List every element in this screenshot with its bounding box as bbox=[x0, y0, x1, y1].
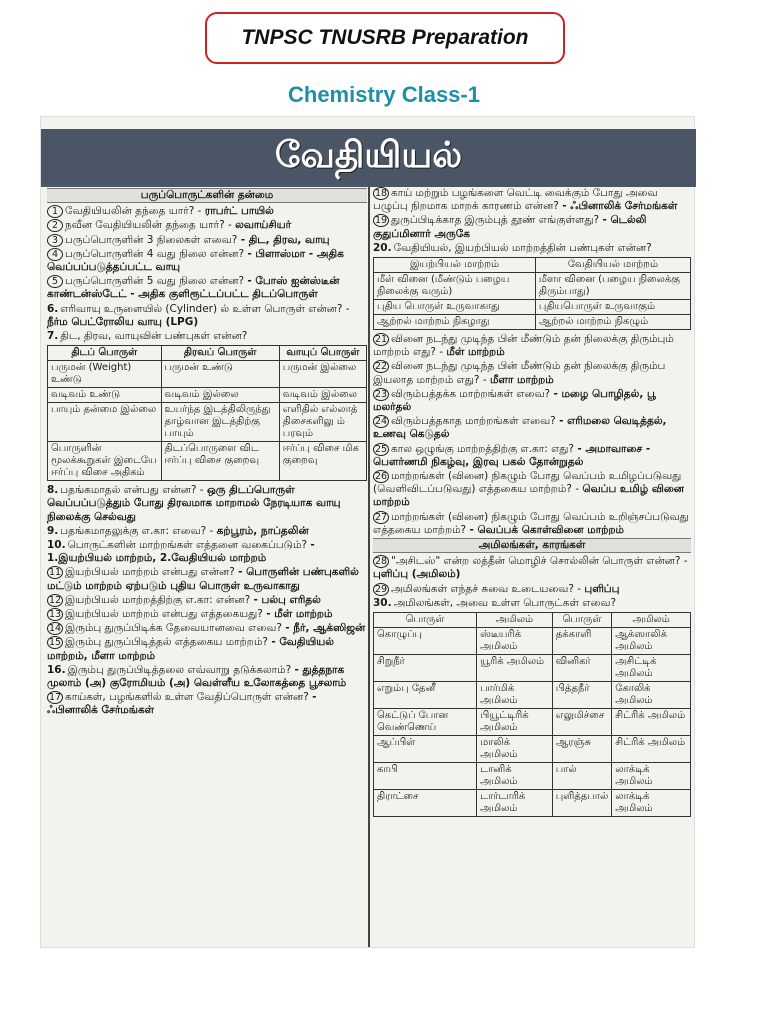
table-cell: பார்மிக் அமிலம் bbox=[477, 682, 553, 709]
question-text: பருப்பொருளின் 3 நிலைகள் எவை? bbox=[65, 233, 238, 246]
table-cell: பியூட்டிரிக் அமிலம் bbox=[477, 709, 553, 736]
question-text: பதங்கமாதல் என்பது என்ன? - bbox=[60, 484, 204, 497]
question-text: "அசிடஸ்" என்ற லத்தீன் மொழிச் சொல்லின் பொருள் என்ன? - bbox=[391, 555, 688, 568]
question-number: 26 bbox=[374, 471, 388, 483]
table-cell: யூரிக் அமிலம் bbox=[477, 655, 553, 682]
answer-text: - நீர், ஆக்ஸிஜன் bbox=[285, 622, 366, 635]
question-item bbox=[47, 664, 367, 690]
question-item bbox=[373, 388, 691, 414]
question-number: 10. bbox=[47, 539, 66, 552]
question-text: வேதியியல், இயற்பியல் மாற்றத்தின் பண்புகள் என்ன? bbox=[393, 241, 652, 254]
answer-text: - பிளாஸ்மா - அதிக வெப்பப்படுத்தப்பட்ட வாயு bbox=[47, 247, 344, 274]
answer-text: மீள் மாற்றம் bbox=[446, 346, 505, 359]
table-cell: புளித்தபால் bbox=[552, 790, 612, 817]
question-text: நவீன வேதியியலின் தந்தை யார்? - bbox=[65, 219, 232, 232]
question-item bbox=[47, 566, 367, 592]
question-text: வேதியியலின் தந்தை யார்? - bbox=[65, 205, 202, 218]
table-cell: பொருளின் மூலக்கூறுகள் இடையே ஈர்ப்பு விசை அதிகம் bbox=[48, 442, 162, 481]
question-number: 16. bbox=[47, 663, 66, 676]
question-number: 14 bbox=[48, 623, 62, 635]
answer-text: - திட, திரவ, வாயு bbox=[240, 233, 330, 246]
table-cell: ஆற்றல் மாற்றம் நிகழும் bbox=[535, 315, 690, 330]
answer-text: - வேதியியல் மாற்றம், மீளா மாற்றம் bbox=[47, 636, 334, 662]
acid-table bbox=[373, 612, 691, 817]
question-number: 5 bbox=[47, 275, 63, 288]
question-item bbox=[373, 470, 691, 510]
answer-text: - மீள் மாற்றம் bbox=[266, 608, 333, 621]
question-text: வினை நடந்து முடிந்த பின் மீண்டும் தன் நிலைக்கு திரும்பும் மாற்றம் எது? - bbox=[373, 333, 674, 359]
answer-text: புளிப்பு bbox=[584, 582, 620, 595]
question-text: பொருட்களின் மாற்றங்கள் எத்தனை வகைப்படும்? bbox=[67, 539, 308, 552]
question-item bbox=[47, 330, 367, 343]
question-item bbox=[47, 205, 367, 218]
question-text: திட, திரவ, வாயுவின் பண்புகள் என்ன? bbox=[60, 330, 248, 343]
question-item bbox=[373, 597, 691, 610]
states-table bbox=[47, 345, 367, 481]
answer-text: ராபர்ட் பாயில் bbox=[204, 205, 274, 218]
course-banner: TNPSC TNUSRB Preparation bbox=[205, 12, 565, 64]
answer-text: நீர்ம பெட்ரோலிய வாயு (LPG) bbox=[47, 315, 199, 328]
answer-text: - அமாவாசை - பௌர்ணமி நிகழ்வு, இரவு பகல் தோன்றுதல் bbox=[373, 442, 651, 468]
answer-text: - ஃபினாலிக் சேர்மங்கள் bbox=[562, 200, 678, 213]
question-text: வினை நடந்து முடிந்த பின் மீண்டும் தன் நிலைக்கு திரும்ப இயலாத மாற்றம் எது? - bbox=[373, 360, 666, 386]
question-number: 30. bbox=[373, 596, 392, 609]
answer-text: வெப்ப உமிழ் வினை மாற்றம் bbox=[373, 483, 684, 509]
question-number: 17 bbox=[48, 692, 62, 704]
table-header-cell: வாயுப் பொருள் bbox=[279, 346, 366, 361]
section-title: அமிலங்கள், காரங்கள் bbox=[373, 538, 691, 553]
table-cell: ஆப்பிள் bbox=[374, 736, 477, 763]
table-cell: அசிட்டிக் அமிலம் bbox=[612, 655, 691, 682]
question-item bbox=[373, 583, 691, 596]
right-column bbox=[373, 187, 691, 820]
table-row bbox=[374, 315, 691, 330]
question-text: மாற்றங்கள் (வினை) நிகழும் போது வெப்பம் உமிழப்படுவது (வெளிவிடப்படுவது) எத்தகைய மாற்றம்? - bbox=[373, 470, 682, 496]
table-cell: எறும்பு தேனீ bbox=[374, 682, 477, 709]
question-number: 22 bbox=[374, 361, 388, 373]
table-cell: சிட்ரிக் அமிலம் bbox=[612, 709, 691, 736]
table-cell: கெட்டுப் போன வெண்ணெய் bbox=[374, 709, 477, 736]
question-item bbox=[47, 691, 367, 717]
table-cell: தக்காளி bbox=[552, 628, 612, 655]
question-number: 27 bbox=[374, 511, 388, 523]
left-column bbox=[47, 187, 367, 719]
table-row bbox=[48, 361, 367, 388]
table-row bbox=[48, 442, 367, 481]
table-cell: எலுமிச்சை bbox=[552, 709, 612, 736]
table-cell: பாயும் தன்மை இல்லை bbox=[48, 403, 162, 442]
answer-text: கற்பூரம், நாப்தலின் bbox=[216, 524, 309, 537]
answer-text: - டெல்லி குதுப்மினார் அருகே bbox=[373, 214, 647, 240]
question-item bbox=[47, 234, 367, 247]
table-cell: சிட்ரிக் அமிலம் bbox=[612, 736, 691, 763]
table-header-cell: இயற்பியல் மாற்றம் bbox=[374, 258, 536, 273]
question-text: அமிலங்கள் எந்தச் சுவை உடையவை? - bbox=[391, 582, 582, 595]
table-cell: சிறுநீர் bbox=[374, 655, 477, 682]
table-row bbox=[374, 300, 691, 315]
column-divider bbox=[368, 187, 370, 947]
table-cell: பருமன் உண்டு bbox=[161, 361, 279, 388]
question-item bbox=[373, 214, 691, 240]
table-header-cell: வேதியியல் மாற்றம் bbox=[535, 258, 690, 273]
question-text: பதங்கமாதலுக்கு எ.கா: எவை? - bbox=[60, 524, 214, 537]
answer-text: - ஃபினாலிக் சேர்மங்கள் bbox=[47, 691, 317, 717]
question-item bbox=[373, 415, 691, 441]
question-list bbox=[47, 484, 367, 717]
answer-text: - மழை பொழிதல், பூ மலர்தல் bbox=[373, 387, 656, 414]
table-cell: பித்தநீர் bbox=[552, 682, 612, 709]
answer-text: மீளா மாற்றம் bbox=[489, 373, 554, 386]
answer-text: ஒரு திடப்பொருள் வெப்பப்படுத்தும் போது திரவமாக மாறாமல் நேரடியாக வாயு நிலைக்கு செல்வது bbox=[47, 484, 341, 523]
question-item bbox=[47, 608, 367, 621]
question-number: 2 bbox=[47, 219, 63, 232]
question-number: 18 bbox=[374, 188, 388, 199]
answer-text: - வெப்பக் கொள்வினை மாற்றம் bbox=[469, 523, 624, 536]
table-cell: மீளா வினை (பழைய நிலைக்கு திரும்பாது) bbox=[535, 273, 690, 300]
question-text: இயற்பியல் மாற்றத்திற்கு எ.கா: என்ன? bbox=[65, 593, 251, 606]
table-header-cell: அமிலம் bbox=[477, 613, 553, 628]
table-cell: டார்டாரிக் அமிலம் bbox=[477, 790, 553, 817]
table-cell: பால் bbox=[552, 763, 612, 790]
question-text: பருப்பொருளின் 5 வது நிலை என்ன? bbox=[65, 275, 245, 288]
table-row bbox=[374, 682, 691, 709]
chapter-title: வேதியியல் bbox=[274, 135, 463, 176]
answer-text: புளிப்பு (அமிலம்) bbox=[373, 568, 461, 581]
question-number: 7. bbox=[47, 330, 59, 343]
question-number: 3 bbox=[47, 234, 63, 247]
question-number: 23 bbox=[374, 388, 388, 400]
question-number: 25 bbox=[374, 443, 388, 455]
table-cell: ஸ்டீயரிக் அமிலம் bbox=[477, 628, 553, 655]
question-text: இரும்பு துருப்பிடித்தலை எவ்வாறு தடுக்கலாம்? bbox=[67, 663, 292, 676]
question-item bbox=[373, 333, 691, 359]
question-list bbox=[47, 205, 367, 343]
table-cell: ஆக்ஸாலிக் அமிலம் bbox=[612, 628, 691, 655]
table-header-cell: திரவப் பொருள் bbox=[161, 346, 279, 361]
question-text: இரும்பு துருப்பிடித்தல் எத்தகைய மாற்றம்? bbox=[65, 636, 268, 649]
question-text: எரிவாயு உருளையில் (Cylinder) ல் உள்ள பொருள் என்ன? - bbox=[60, 302, 350, 315]
question-number: 21 bbox=[374, 334, 388, 346]
answer-text: லவாய்சியர் bbox=[235, 219, 292, 232]
table-row bbox=[374, 763, 691, 790]
table-cell: ஆற்றல் மாற்றம் நிகழாது bbox=[374, 315, 536, 330]
question-list bbox=[373, 187, 691, 255]
question-text: மாற்றங்கள் (வினை) நிகழும் போது வெப்பம் உறிஞ்சப்படுவது எத்தகைய மாற்றம்? bbox=[373, 510, 689, 536]
question-text: இயற்பியல் மாற்றம் என்பது எத்தகையது? bbox=[65, 608, 263, 621]
question-text: பருப்பொருளின் 4 வது நிலை என்ன? bbox=[65, 247, 245, 260]
table-cell: மாலிக் அமிலம் bbox=[477, 736, 553, 763]
table-cell: கோலிக் அமிலம் bbox=[612, 682, 691, 709]
scanned-page bbox=[40, 116, 695, 948]
question-item bbox=[47, 525, 367, 538]
table-cell: லாக்டிக் அமிலம் bbox=[612, 763, 691, 790]
table-row bbox=[48, 388, 367, 403]
question-item bbox=[373, 242, 691, 255]
answer-text: - எரிமலை வெடித்தல், உணவு கெடுதல் bbox=[373, 415, 667, 441]
question-item bbox=[47, 539, 367, 565]
question-list bbox=[373, 555, 691, 610]
table-cell: உயர்ந்த இடத்திலிருந்து தாழ்வான இடத்திற்கு பாயும் bbox=[161, 403, 279, 442]
question-number: 9. bbox=[47, 524, 59, 537]
table-row bbox=[374, 790, 691, 817]
table-header-cell: பொருள் bbox=[374, 613, 477, 628]
question-item bbox=[47, 219, 367, 232]
table-cell: திராட்சை bbox=[374, 790, 477, 817]
change-table bbox=[373, 257, 691, 330]
question-number: 20. bbox=[373, 241, 392, 254]
question-number: 1 bbox=[47, 205, 63, 218]
question-number: 28 bbox=[374, 556, 388, 568]
question-text: விரும்பத்தகாத மாற்றங்கள் எவை? bbox=[391, 415, 556, 428]
question-number: 24 bbox=[374, 416, 388, 428]
table-header-cell: அமிலம் bbox=[612, 613, 691, 628]
question-item bbox=[373, 511, 691, 537]
question-item bbox=[373, 360, 691, 386]
question-number: 12 bbox=[48, 594, 62, 606]
question-number: 4 bbox=[47, 248, 63, 261]
table-row bbox=[374, 273, 691, 300]
question-item bbox=[47, 275, 367, 301]
table-cell: கொழுப்பு bbox=[374, 628, 477, 655]
question-text: கால ஒழுங்கு மாற்றத்திற்கு எ.கா: எது? bbox=[391, 442, 574, 455]
table-cell: டானிக் அமிலம் bbox=[477, 763, 553, 790]
question-number: 8. bbox=[47, 484, 59, 497]
table-cell: ஆரஞ்சு bbox=[552, 736, 612, 763]
question-item bbox=[47, 303, 367, 329]
question-text: காய் மற்றும் பழங்களை வெட்டி வைக்கும் போது அவை பழுப்பு நிறமாக மாறக் காரணம் என்ன? bbox=[373, 187, 658, 213]
question-item bbox=[373, 443, 691, 469]
table-row bbox=[374, 709, 691, 736]
question-number: 13 bbox=[48, 609, 62, 621]
page-subtitle: Chemistry Class-1 bbox=[288, 82, 480, 107]
table-cell: வடிவம் இல்லை bbox=[279, 388, 366, 403]
question-item bbox=[47, 484, 367, 524]
table-header-cell: திடப் பொருள் bbox=[48, 346, 162, 361]
answer-text: - துத்தநாக முலாம் (அ) குரோமியம் (அ) வெள்ளீய உலோகத்தை பூசலாம் bbox=[47, 663, 347, 690]
table-cell: மீள் வினை (மீண்டும் பழைய நிலைக்கு வரும்) bbox=[374, 273, 536, 300]
question-item bbox=[47, 622, 367, 635]
question-number: 29 bbox=[374, 583, 388, 595]
question-item bbox=[47, 248, 367, 274]
question-number: 11 bbox=[48, 567, 62, 579]
question-item bbox=[47, 594, 367, 607]
table-cell: எளிதில் எல்லாத் திசைகளிலு ம் பரவும் bbox=[279, 403, 366, 442]
table-cell: ஈர்ப்பு விசை மிக குறைவு bbox=[279, 442, 366, 481]
question-number: 6. bbox=[47, 302, 59, 315]
question-number: 19 bbox=[374, 215, 388, 227]
question-text: துருப்பிடிக்காத இரும்புத் தூண் எங்குள்ளது? bbox=[391, 214, 600, 227]
table-cell: பருமன் இல்லை bbox=[279, 361, 366, 388]
table-header-cell: பொருள் bbox=[552, 613, 612, 628]
question-text: விரும்பத்தக்க மாற்றங்கள் எவை? bbox=[391, 387, 551, 400]
question-text: இயற்பியல் மாற்றம் என்பது என்ன? bbox=[65, 566, 235, 579]
question-text: அமிலங்கள், அவை உள்ள பொருட்கள் எவை? bbox=[393, 596, 617, 609]
table-cell: வினிகர் bbox=[552, 655, 612, 682]
table-row bbox=[374, 655, 691, 682]
chapter-header bbox=[41, 129, 696, 187]
question-item bbox=[373, 187, 691, 213]
table-cell: பருமன் (Weight) உண்டு bbox=[48, 361, 162, 388]
answer-text: - பல்பு எரிதல் bbox=[253, 593, 321, 606]
question-text: இரும்பு துருப்பிடிக்க தேவையானவை எவை? bbox=[65, 622, 282, 635]
answer-text: - போஸ் ஐன்ஸ்டீன் காண்டன்ஸ்டேட் - அதிக குளிரூட்டப்பட்ட திடப்பொருள் bbox=[47, 275, 340, 301]
question-list bbox=[373, 333, 691, 537]
table-cell: புதியபொருள் உருவாகும் bbox=[535, 300, 690, 315]
table-row bbox=[48, 403, 367, 442]
table-cell: புதிய பொருள் உருவாகாது bbox=[374, 300, 536, 315]
question-item bbox=[373, 555, 691, 581]
table-row bbox=[374, 736, 691, 763]
question-item bbox=[47, 636, 367, 662]
section-title: பருப்பொருட்களின் தன்மை bbox=[47, 188, 367, 203]
table-cell: காபி bbox=[374, 763, 477, 790]
table-row bbox=[374, 628, 691, 655]
table-cell: லாக்டிக் அமிலம் bbox=[612, 790, 691, 817]
question-text: காய்கள், பழங்களில் உள்ள வேதிப்பொருள் என்ன? bbox=[65, 691, 309, 704]
question-number: 15 bbox=[48, 637, 62, 649]
table-cell: வடிவம் இல்லை bbox=[161, 388, 279, 403]
table-cell: திடப்பொருளை விட ஈர்ப்பு விசை குறைவு bbox=[161, 442, 279, 481]
answer-text: - 1.இயற்பியல் மாற்றம், 2.வேதியியல் மாற்றம் bbox=[47, 539, 315, 565]
answer-text: - பொருளின் பண்புகளில் மட்டும் மாற்றம் ஏற்படும் புதிய பொருள் உருவாகாது bbox=[47, 566, 359, 592]
table-cell: வடிவம் உண்டு bbox=[48, 388, 162, 403]
